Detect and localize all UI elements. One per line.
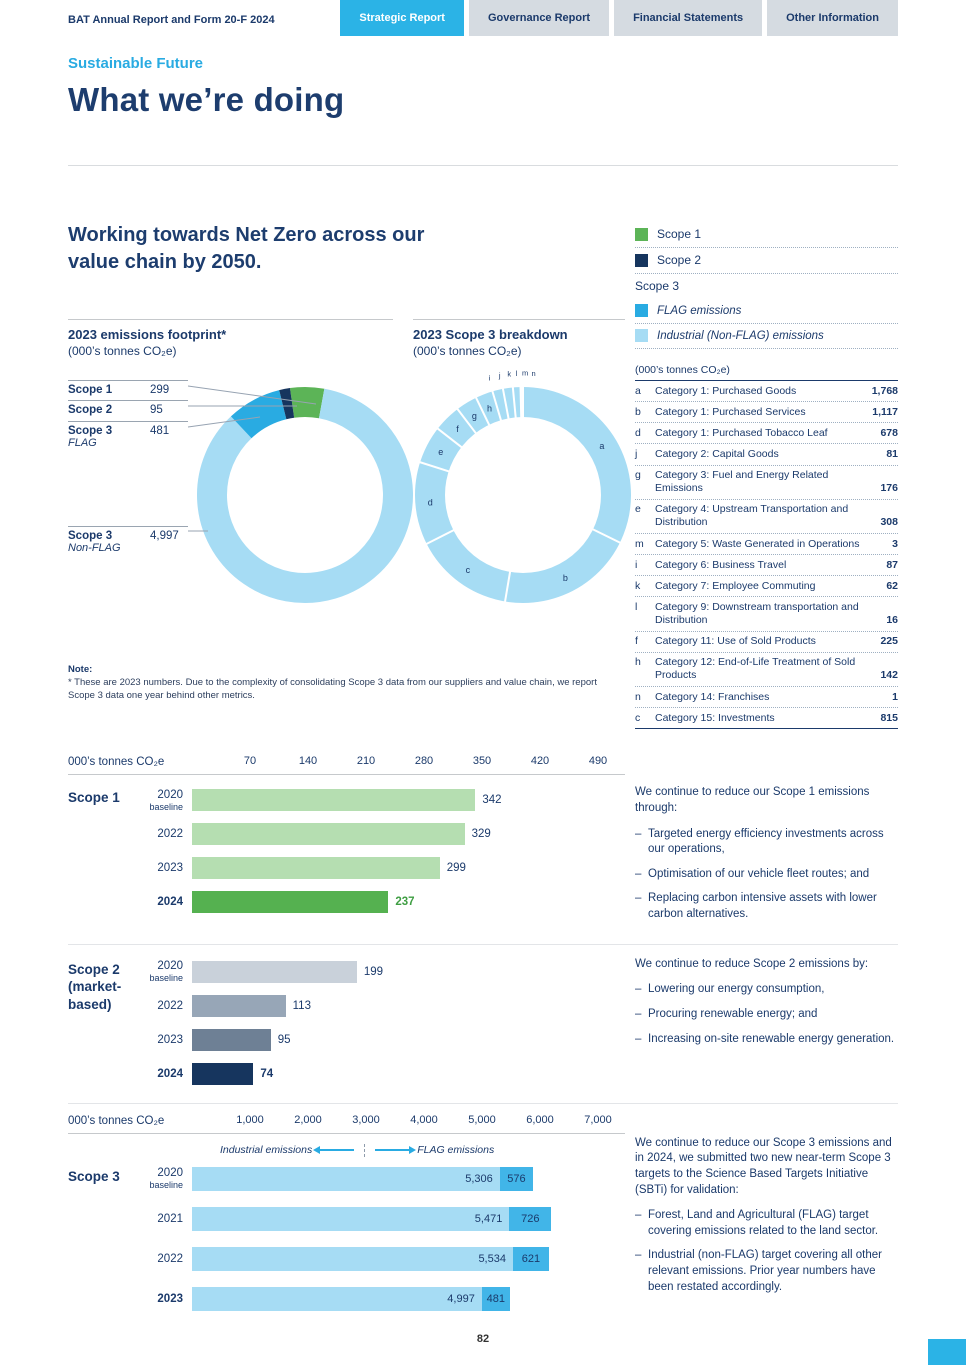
segment-letter-k: k xyxy=(507,369,512,379)
bullet-item xyxy=(635,1208,898,1239)
year-label xyxy=(140,1034,192,1046)
scope2-row xyxy=(68,955,898,1091)
tab-financial-statements[interactable]: Financial Statements xyxy=(614,0,762,36)
section-separator xyxy=(68,944,898,945)
dash-icon: – xyxy=(635,1007,642,1020)
donut-charts-canvas xyxy=(68,364,625,652)
scope3-breakdown-donut-chart xyxy=(387,364,659,624)
row-letter: h xyxy=(635,656,641,669)
arrow-right-icon xyxy=(375,1149,409,1151)
year-text: 2023 xyxy=(157,862,183,875)
row-value: 176 xyxy=(880,482,898,495)
footprint-segment-scope-1 xyxy=(292,402,322,404)
page-corner-accent xyxy=(928,1339,966,1365)
footprint-callout xyxy=(68,421,188,449)
axis-tick: 210 xyxy=(356,755,376,768)
axis-tick: 490 xyxy=(588,755,608,768)
bullet-item xyxy=(635,891,898,922)
bullet-text: Increasing on-site renewable energy generation. xyxy=(648,1032,895,1045)
bullet-text: Targeted energy efficiency investments across our operations, xyxy=(648,827,884,856)
footprint-chart-units: (000’s tonnes CO₂e) xyxy=(68,344,177,359)
axis-tick: 2,000 xyxy=(294,1113,322,1126)
scope1-bar-2024 xyxy=(192,891,388,913)
callout-sub-label: Non-FLAG xyxy=(68,542,121,555)
year-label xyxy=(140,1213,192,1225)
bullet-item xyxy=(635,1248,898,1295)
side-text-intro: We continue to reduce Scope 2 emissions by: xyxy=(635,957,869,970)
row-value: 1,117 xyxy=(872,405,898,418)
year-text: 2020 xyxy=(157,788,183,801)
row-letter: m xyxy=(635,537,644,550)
table-row xyxy=(635,402,898,423)
year-label xyxy=(140,960,192,983)
year-text: 2020 xyxy=(157,960,183,973)
industrial-value: 5,534 xyxy=(478,1252,506,1265)
bar-value: 74 xyxy=(260,1067,274,1080)
axis-tick: 1,000 xyxy=(236,1113,264,1126)
segment-letter-g: g xyxy=(471,411,477,422)
callout-value: 481 xyxy=(150,425,170,438)
axis-tick: 280 xyxy=(414,755,434,768)
emissions-table-header: (000’s tonnes CO₂e) xyxy=(635,364,898,381)
bar-row xyxy=(140,783,625,817)
dash-icon: – xyxy=(635,867,642,880)
table-row xyxy=(635,500,898,534)
scope2-group-label xyxy=(68,961,138,1014)
row-value: 16 xyxy=(886,614,898,626)
bar-track xyxy=(192,789,625,811)
table-row xyxy=(635,687,898,708)
scope3-bar-section xyxy=(68,1114,898,1319)
segment-letter-n: n xyxy=(531,369,536,379)
table-row xyxy=(635,444,898,465)
legend-label: Industrial (Non-FLAG) emissions xyxy=(657,329,824,342)
year-label xyxy=(140,862,192,874)
year-text: 2023 xyxy=(157,1292,183,1305)
bar-value: 342 xyxy=(482,794,502,807)
bar-row xyxy=(140,851,625,885)
segment-letter-f: f xyxy=(456,424,459,435)
dash-icon: – xyxy=(635,983,642,996)
axis-tick: 350 xyxy=(472,755,492,768)
breakdown-title-block xyxy=(413,319,625,358)
footprint-segment-scope-3-flag xyxy=(241,405,283,428)
row-category: Category 1: Purchased Goods xyxy=(655,384,797,397)
legend-item xyxy=(635,299,898,324)
row-letter: k xyxy=(635,579,641,592)
emissions-table-rows xyxy=(635,381,898,729)
segment-letter-a: a xyxy=(599,441,605,452)
bar-row xyxy=(140,1159,625,1199)
bar-value: 95 xyxy=(277,1033,291,1046)
table-row xyxy=(635,597,898,631)
row-category: Category 2: Capital Goods xyxy=(655,447,779,460)
baseline-text: baseline xyxy=(149,1180,183,1191)
tab-strategic-report[interactable]: Strategic Report xyxy=(340,0,464,36)
scope3-chart xyxy=(68,1134,625,1319)
row-category: Category 11: Use of Sold Products xyxy=(655,635,816,648)
legend-swatch xyxy=(635,329,648,342)
segment-letter-e: e xyxy=(438,446,444,457)
year-label xyxy=(140,828,192,840)
dashed-divider xyxy=(364,1144,365,1157)
header-tabs xyxy=(335,0,898,36)
legend-item xyxy=(635,248,898,274)
table-row xyxy=(635,423,898,444)
footprint-callout xyxy=(68,380,188,396)
scope3-bars xyxy=(140,1159,625,1319)
axis-tick: 140 xyxy=(298,755,318,768)
row-value: 308 xyxy=(880,516,898,529)
industrial-value: 5,306 xyxy=(465,1172,493,1185)
emissions-table xyxy=(635,364,898,729)
legend-swatch xyxy=(635,228,648,241)
bar-track xyxy=(192,1207,625,1231)
flag-value: 576 xyxy=(507,1172,526,1185)
page-number: 82 xyxy=(476,1332,490,1345)
table-row xyxy=(635,653,898,687)
bar-track xyxy=(192,995,625,1017)
year-text: 2020 xyxy=(157,1167,183,1180)
scope2-group-title: Scope 2 xyxy=(68,961,120,977)
industrial-value: 4,997 xyxy=(447,1292,475,1305)
row-category: Category 1: Purchased Tobacco Leaf xyxy=(655,426,828,439)
footprint-title-block xyxy=(68,319,393,358)
scope2-chart xyxy=(68,955,625,1091)
net-zero-section xyxy=(68,222,898,729)
bullet-text: Industrial (non-FLAG) target covering all other relevant emissions. Prior year numbers have been restated accordingly. xyxy=(648,1249,882,1293)
legend-item xyxy=(635,274,898,299)
year-label xyxy=(140,1000,192,1012)
year-text: 2024 xyxy=(157,896,183,909)
row-category: Category 1: Purchased Services xyxy=(655,405,806,418)
legend-table-column xyxy=(635,222,898,729)
scope2-bar-2024 xyxy=(192,1063,253,1085)
footnote xyxy=(68,664,598,703)
side-text-intro: We continue to reduce our Scope 1 emissions through: xyxy=(635,786,870,814)
row-value: 678 xyxy=(880,426,898,439)
segment-letter-j: j xyxy=(498,371,501,381)
row-category: Category 14: Franchises xyxy=(655,690,770,703)
dash-icon: – xyxy=(635,1209,642,1222)
tab-other-information[interactable]: Other Information xyxy=(767,0,898,36)
footprint-callout xyxy=(68,400,188,416)
year-text: 2024 xyxy=(157,1067,183,1080)
dash-icon: – xyxy=(635,1249,642,1262)
legend-swatch xyxy=(635,304,648,317)
footprint-segment-scope-3-non-flag xyxy=(212,404,398,588)
top-bar xyxy=(0,0,966,36)
row-category: Category 6: Business Travel xyxy=(655,558,787,571)
year-text: 2022 xyxy=(157,999,183,1012)
row-category: Category 4: Upstream Transportation and Distribution xyxy=(655,503,849,529)
row-letter: j xyxy=(635,447,638,460)
scope3-commentary xyxy=(635,1134,898,1319)
axis-tick: 70 xyxy=(243,755,257,768)
scope2-bars xyxy=(140,955,625,1091)
table-row xyxy=(635,576,898,597)
flag-value: 726 xyxy=(521,1212,540,1225)
row-letter: a xyxy=(635,384,641,397)
bar-row xyxy=(140,885,625,919)
callout-value: 95 xyxy=(150,404,163,417)
footprint-donut-chart xyxy=(190,380,420,610)
bar-value: 299 xyxy=(446,862,466,875)
row-category: Category 3: Fuel and Energy Related Emissions xyxy=(655,469,829,495)
row-letter: n xyxy=(635,690,641,703)
row-value: 87 xyxy=(886,558,898,571)
year-label xyxy=(140,1167,192,1190)
scope1-bar-2023 xyxy=(192,857,440,879)
bullet-item xyxy=(635,827,898,858)
flag-value: 481 xyxy=(486,1292,505,1305)
footprint-chart-title: 2023 emissions footprint* xyxy=(68,327,227,343)
scope1-bars xyxy=(140,783,625,919)
breakdown-chart-units: (000’s tonnes CO₂e) xyxy=(413,344,522,359)
scope1-bar-2020 xyxy=(192,789,475,811)
arrow-left-icon xyxy=(320,1149,354,1151)
legend-item xyxy=(635,222,898,248)
page-title: What we’re doing xyxy=(68,81,345,118)
table-row xyxy=(635,632,898,653)
axis-tick: 7,000 xyxy=(584,1113,612,1126)
scope1-row xyxy=(68,783,898,931)
bar-track xyxy=(192,1029,625,1051)
tab-governance-report[interactable]: Governance Report xyxy=(469,0,609,36)
report-title: BAT Annual Report and Form 20-F 2024 xyxy=(68,14,275,26)
flag-emissions-label: FLAG emissions xyxy=(417,1144,495,1157)
scope12-bar-section xyxy=(68,755,898,1090)
segment-letter-c: c xyxy=(465,565,471,576)
row-letter: b xyxy=(635,405,641,418)
bar-track xyxy=(192,823,625,845)
bar-row xyxy=(140,1057,625,1091)
scope1-group-label: Scope 1 xyxy=(68,790,120,806)
table-row xyxy=(635,708,898,729)
table-row xyxy=(635,534,898,555)
dash-icon: – xyxy=(635,892,642,905)
segment-letter-h: h xyxy=(487,403,493,414)
page-content xyxy=(0,55,966,1345)
legend-label: Scope 1 xyxy=(657,227,702,241)
baseline-text: baseline xyxy=(149,973,183,984)
bullet-item xyxy=(635,1007,898,1023)
scope2-commentary xyxy=(635,955,898,1091)
callout-value: 299 xyxy=(150,384,170,397)
scope2-bar-2020 xyxy=(192,961,357,983)
row-value: 142 xyxy=(880,669,898,682)
scope2-bar-2022 xyxy=(192,995,286,1017)
year-text: 2021 xyxy=(157,1212,183,1225)
year-text: 2022 xyxy=(157,1252,183,1265)
intro-heading: Working towards Net Zero across our value chain by 2050. xyxy=(68,224,425,273)
row-value: 1,768 xyxy=(871,384,898,397)
bullet-text: Procuring renewable energy; and xyxy=(648,1007,818,1020)
year-text: 2023 xyxy=(157,1033,183,1046)
bar-track xyxy=(192,857,625,879)
scope3-row xyxy=(68,1134,898,1319)
callout-scope-label: Scope 3 xyxy=(68,425,113,438)
year-label xyxy=(140,1068,192,1080)
side-text-intro: We continue to reduce our Scope 3 emissions and in 2024, we submitted two new near-term Scope 3 targets to the Science Based Targets Initiative (SBTi) for validation: xyxy=(635,1136,892,1196)
axis-tick: 420 xyxy=(530,755,550,768)
row-value: 815 xyxy=(880,711,898,724)
segment-letter-m: m xyxy=(522,368,529,378)
row-letter: l xyxy=(635,600,638,613)
year-label xyxy=(140,1253,192,1265)
chart-legend xyxy=(635,222,898,349)
charts-column xyxy=(68,222,625,729)
bullet-item xyxy=(635,982,898,998)
row-letter: c xyxy=(635,711,641,724)
callout-value: 4,997 xyxy=(150,530,179,543)
row-category: Category 15: Investments xyxy=(655,711,775,724)
bar-row xyxy=(140,989,625,1023)
year-label xyxy=(140,789,192,812)
axis-tick: 3,000 xyxy=(352,1113,380,1126)
scope3-axis-ticks xyxy=(192,1114,625,1127)
row-value: 81 xyxy=(886,447,898,460)
bar-track xyxy=(192,1063,625,1085)
axis-tick: 5,000 xyxy=(468,1113,496,1126)
footprint-segment-scope-2 xyxy=(283,403,292,405)
row-letter: e xyxy=(635,503,641,516)
bar-row xyxy=(140,1279,625,1319)
callout-scope-label: Scope 3 xyxy=(68,530,113,543)
year-label xyxy=(140,896,192,908)
section-eyebrow: Sustainable Future xyxy=(68,55,204,72)
scope1-chart xyxy=(68,783,625,931)
flag-value: 621 xyxy=(521,1252,541,1265)
divider xyxy=(68,165,898,166)
table-row xyxy=(635,466,898,500)
bullet-item xyxy=(635,867,898,883)
breakdown-chart-title: 2023 Scope 3 breakdown xyxy=(413,327,568,343)
bullet-item xyxy=(635,1032,898,1048)
scope2-bar-2023 xyxy=(192,1029,271,1051)
row-letter: g xyxy=(635,469,641,481)
bar-track xyxy=(192,1287,625,1311)
year-text: 2022 xyxy=(157,828,183,841)
bar-row xyxy=(140,955,625,989)
row-letter: i xyxy=(635,558,638,571)
callout-scope-label: Scope 1 xyxy=(68,384,113,397)
axis-title: 000’s tonnes CO₂e xyxy=(68,756,165,769)
scope1-bar-2022 xyxy=(192,823,465,845)
bar-track xyxy=(192,961,625,983)
table-row xyxy=(635,555,898,576)
industrial-emissions-label: Industrial emissions xyxy=(220,1144,313,1157)
bullet-text: Lowering our energy consumption, xyxy=(648,983,825,996)
legend-label: Scope 2 xyxy=(657,253,702,267)
scope3-axis xyxy=(68,1114,625,1134)
row-category: Category 9: Downstream transportation and Distribution xyxy=(655,600,859,626)
bar-row xyxy=(140,1239,625,1279)
axis-title: 000’s tonnes CO₂e xyxy=(68,1114,165,1127)
legend-swatch xyxy=(635,254,648,267)
segment-divider xyxy=(520,385,521,419)
bar-value: 199 xyxy=(363,965,384,978)
chart-titles-row xyxy=(68,319,625,358)
row-value: 62 xyxy=(886,579,898,592)
scope3-group-label: Scope 3 xyxy=(68,1168,120,1184)
bar-value: 113 xyxy=(292,999,311,1012)
bar-value: 237 xyxy=(395,896,415,909)
row-value: 225 xyxy=(880,635,898,648)
segment-letter-l: l xyxy=(515,368,518,378)
dash-icon: – xyxy=(635,1032,642,1045)
dash-icon: – xyxy=(635,827,642,840)
bar-track xyxy=(192,891,625,913)
row-category: Category 12: End-of-Life Treatment of Sold Products xyxy=(655,656,856,682)
bar-track xyxy=(192,1167,625,1191)
bullet-text: Replacing carbon intensive assets with lower carbon alternatives. xyxy=(648,892,877,920)
bar-row xyxy=(140,1199,625,1239)
industrial-value: 5,471 xyxy=(474,1212,503,1225)
segment-letter-d: d xyxy=(427,497,433,508)
row-value: 1 xyxy=(892,690,898,703)
callout-sub-label: FLAG xyxy=(68,437,97,450)
row-category: Category 5: Waste Generated in Operations xyxy=(655,537,860,550)
row-letter: f xyxy=(635,635,638,648)
bar-row xyxy=(140,817,625,851)
legend-label: FLAG emissions xyxy=(657,304,742,317)
scope2-group-subtitle: (market-based) xyxy=(68,979,122,1012)
footprint-callout xyxy=(68,526,188,554)
year-label xyxy=(140,1293,192,1305)
footnote-label: Note: xyxy=(68,664,93,676)
bullet-text: Forest, Land and Agricultural (FLAG) target covering emissions related to the land sector. xyxy=(648,1209,879,1237)
scope3-direction-labels xyxy=(192,1144,625,1157)
axis-tick: 4,000 xyxy=(410,1113,438,1126)
baseline-text: baseline xyxy=(149,801,183,812)
legend-item xyxy=(635,324,898,349)
bar-row xyxy=(140,1023,625,1057)
segment-letter-i: i xyxy=(488,373,491,383)
section-separator xyxy=(68,1103,898,1104)
bullet-text: Optimisation of our vehicle fleet routes; and xyxy=(648,867,870,880)
callout-scope-label: Scope 2 xyxy=(68,404,113,417)
row-value: 3 xyxy=(892,537,898,550)
row-letter: d xyxy=(635,426,641,439)
scope12-axis xyxy=(68,755,625,775)
bar-value: 329 xyxy=(471,828,491,841)
scope1-commentary xyxy=(635,783,898,931)
scope12-axis-ticks xyxy=(192,755,625,768)
segment-letter-b: b xyxy=(562,573,568,584)
row-category: Category 7: Employee Commuting xyxy=(655,579,816,592)
bar-track xyxy=(192,1247,625,1271)
footnote-text: * These are 2023 numbers. Due to the complexity of consolidating Scope 3 data from our suppliers and value chain, we report Scope 3 data one year behind other metrics. xyxy=(68,677,597,701)
table-row xyxy=(635,381,898,402)
legend-label: Scope 3 xyxy=(635,279,680,293)
axis-tick: 6,000 xyxy=(526,1113,554,1126)
